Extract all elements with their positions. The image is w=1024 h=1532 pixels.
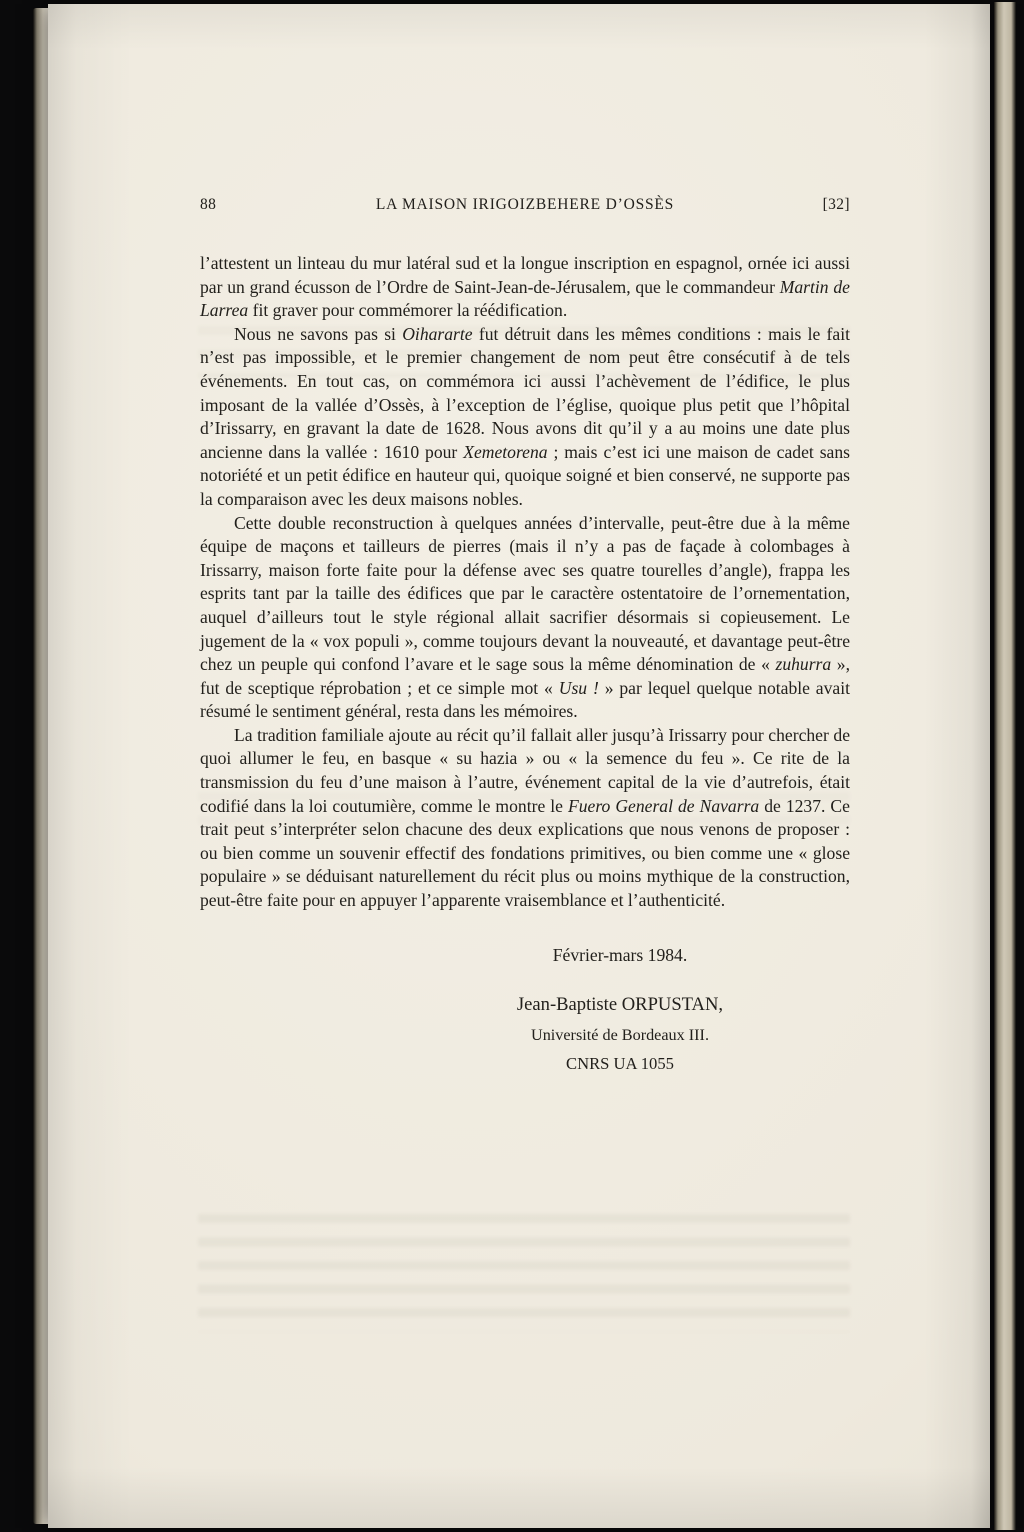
text-run: l’attestent un linteau du mur latéral sud et la longue inscription en espagnol, ornée ici aussi par un grand écusson de l’Ordre de Saint-Jean-de-Jérusalem, que le commandeur (200, 253, 850, 297)
text-run: de 1237. Ce trait peut s’interpréter selon chacune des deux explications que nous venons de proposer : ou bien comme un souvenir effectif des fondations primitives, ou bien comme une « glose populaire » se déduisant naturellement du récit plus ou moins mythique de la construction, peut-être faite pour en appuyer l’apparente vraisemblance et l’authenticité. (200, 795, 850, 911)
italic-run: Oihararte (402, 323, 473, 344)
text-run: » par lequel quelque notable avait résumé le sentiment général, resta dans les mémoires. (200, 677, 850, 722)
text-run: fit graver pour commémorer la réédification. (248, 300, 568, 321)
text-run: Nous ne savons pas si (234, 323, 403, 344)
text-run: Cette double reconstruction à quelques années d’intervalle, peut-être due à la même équipe de maçons et tailleurs de pierres (mais il n’y a pas de façade à colombages à Irissarry, maison forte faite pour la défense avec ses quatre tourelles d’angle), frappa les esprits tant par la taille des édifices que par le caractère ostentatoire de l’ornementation, auquel d’ailleurs tout le style régional allait sacrifier désormais si copieusement. Le jugement de la « vox populi », comme toujours devant la nouveauté, et davantage peut-être chez un peuple qui confond l’avare et le sage sous la même dénomination de « (200, 512, 850, 675)
italic-run: Xemetorena (463, 441, 548, 462)
date-line: Février-mars 1984. (552, 944, 688, 965)
italic-run: Usu ! (558, 677, 599, 698)
italic-run: Fuero General de Navarra (567, 795, 760, 816)
text-run: La tradition familiale ajoute au récit qu’il fallait aller jusqu’à Irissarry pour chercher de quoi allumer le feu, en basque « su hazia » ou « la semence du feu ». Ce rite de la transmission du feu d’une maison à l’autre, événement capital de la vie d’autrefois, était codifié dans la loi coutumière, comme le montre le (200, 724, 850, 816)
text-run: fut détruit dans les mêmes conditions : mais le fait n’est pas impossible, et le premier changement de nom peut être consécutif à de tels événements. En tout cas, on commémora ici aussi l’achèvement de l’édifice, le plus imposant de la vallée d’Ossès, à l’exception de l’église, quoique plus petit que l’hôpital d’Irissarry, en gravant la date de 1628. Nous avons dit qu’il y a au moins une date plus ancienne dans la vallée : 1610 pour (200, 323, 850, 462)
book-page (48, 4, 990, 1528)
paragraph (200, 724, 850, 913)
running-title: LA MAISON IRIGOIZBEHERE D’OSSÈS (375, 196, 675, 213)
bleed-through-texture (198, 1214, 850, 1332)
text-run: ; mais c’est ici une maison de cadet sans notoriété et un petit édifice en hauteur qui, quoique soigné et bien conservé, ne supporte pas la comparaison avec les deux maisons nobles. (200, 441, 850, 509)
organization-line: CNRS UA 1055 (566, 1053, 674, 1073)
paragraph (200, 323, 850, 512)
next-pages-edge (994, 2, 1016, 1530)
closing-block (295, 945, 945, 1074)
author-line: Jean-Baptiste ORPUSTAN, (516, 993, 724, 1015)
paragraph (200, 512, 850, 724)
text-run: », fut de sceptique réprobation ; et ce simple mot « (200, 654, 850, 698)
page-header (200, 196, 850, 214)
page-stack-left-edge (33, 8, 49, 1524)
text-column (200, 196, 850, 1074)
italic-run: zuhurra (775, 654, 832, 675)
folio-marker: [32] (822, 196, 850, 213)
body-text (200, 252, 850, 913)
affiliation-line: Université de Bordeaux III. (531, 1025, 709, 1044)
paragraph (200, 252, 850, 323)
italic-run: Martin de Larrea (200, 276, 850, 321)
page-number: 88 (200, 196, 217, 213)
